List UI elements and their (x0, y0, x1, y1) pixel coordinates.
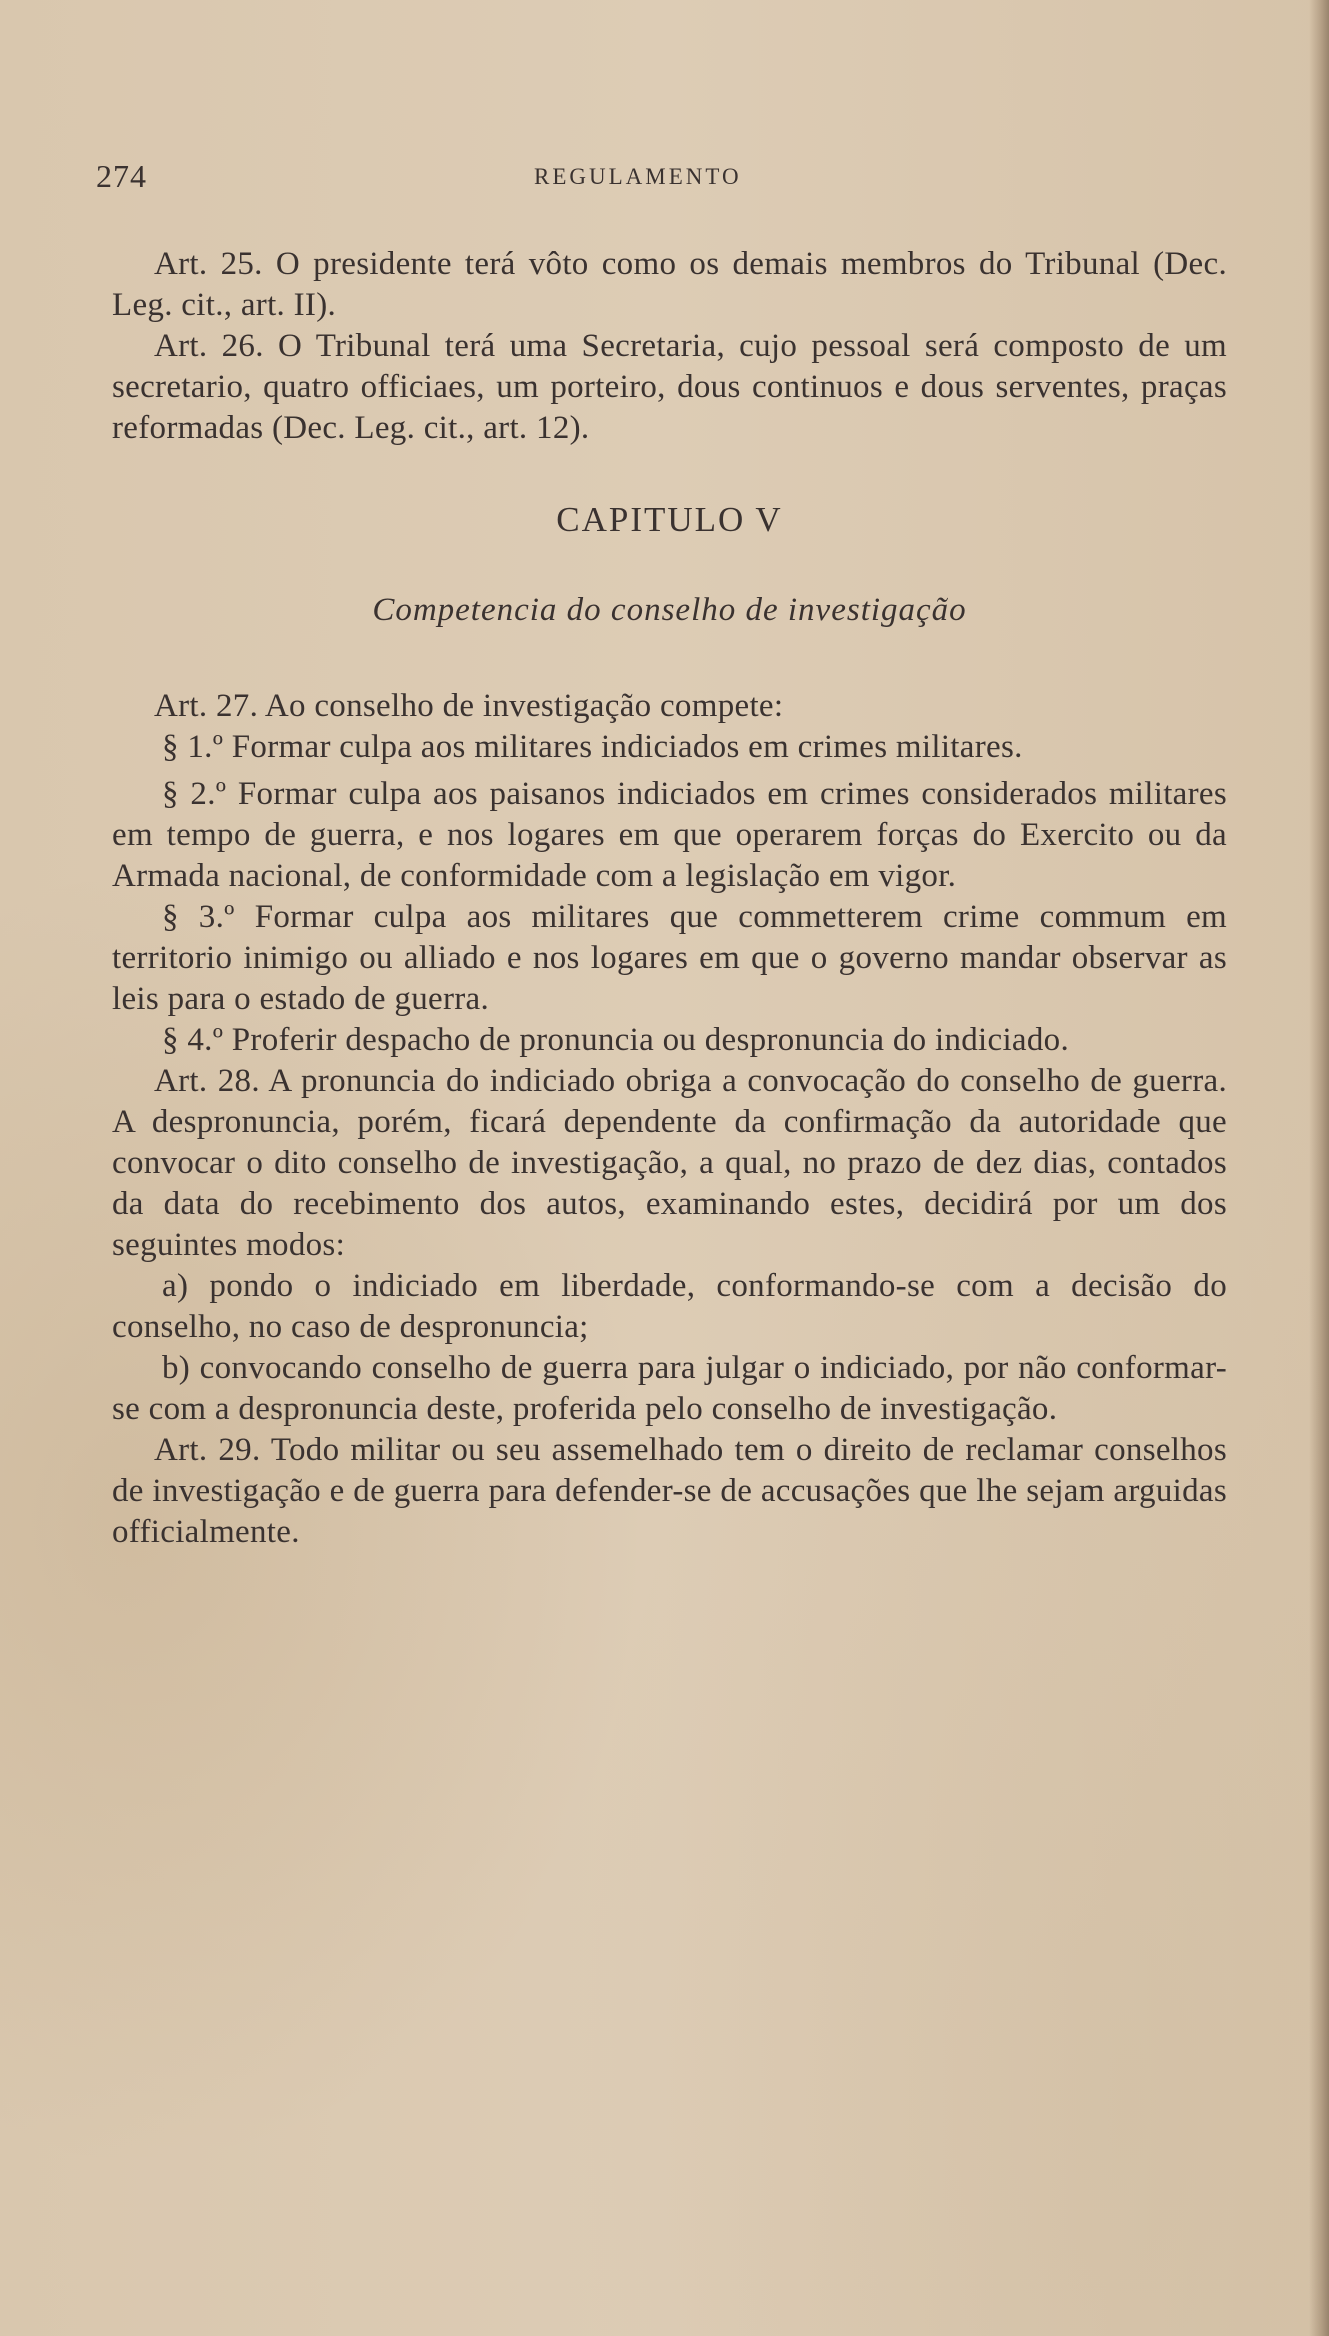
paragraph-2: § 2.º Formar culpa aos paisanos indiciados em crimes considerados militares em tempo de guerra, e nos logares em que operarem forças do Exercito ou da Armada nacional, de conformidade com a legislação em vigor. (112, 776, 1227, 894)
article-26: Art. 26. O Tribunal terá uma Secretaria, cujo pessoal será composto de um secretario, quatro officiaes, um porteiro, dous continuos e dous serventes, praças reformadas (Dec. Leg. cit., art. 12). (112, 328, 1227, 446)
item-b: b) convocando conselho de guerra para julgar o indiciado, por não conformar-se com a despronuncia deste, proferida pelo conselho de investigação. (112, 1350, 1227, 1427)
page-binding-edge (1309, 0, 1329, 2336)
running-head: REGULAMENTO (534, 164, 742, 189)
article-27: Art. 27. Ao conselho de investigação compete: (154, 688, 784, 724)
item-a: a) pondo o indiciado em liberdade, conformando-se com a decisão do conselho, no caso de despronuncia; (112, 1268, 1227, 1345)
paragraph-4: § 4.º Proferir despacho de pronuncia ou despronuncia do indiciado. (162, 1022, 1070, 1058)
chapter-title: Competencia do conselho de investigação (372, 592, 967, 628)
article-28: Art. 28. A pronuncia do indiciado obriga a convocação do conselho de guerra. A despronuncia, porém, ficará dependente da confirmação da autoridade que convocar o dito conselho de investigação, a qual, no prazo de dez dias, contados da data do recebimento dos autos, examinando estes, decidirá por um dos seguintes modos: (112, 1063, 1227, 1263)
paragraph-3: § 3.º Formar culpa aos militares que commetterem crime commum em territorio inimigo ou alliado e nos logares em que o governo mandar observar as leis para o estado de guerra. (112, 899, 1227, 1017)
page-number: 274 (96, 158, 147, 194)
chapter-heading: CAPITULO V (556, 500, 783, 539)
page-header (96, 158, 1221, 198)
article-25: Art. 25. O presidente terá vôto como os demais membros do Tribunal (Dec. Leg. cit., art. II). (112, 246, 1227, 323)
body-text (112, 244, 1227, 1553)
article-29: Art. 29. Todo militar ou seu assemelhado tem o direito de reclamar conselhos de investigação e de guerra para defender-se de accusações que lhe sejam arguidas officialmente. (112, 1432, 1227, 1550)
paragraph-1: § 1.º Formar culpa aos militares indiciados em crimes militares. (162, 729, 1023, 765)
